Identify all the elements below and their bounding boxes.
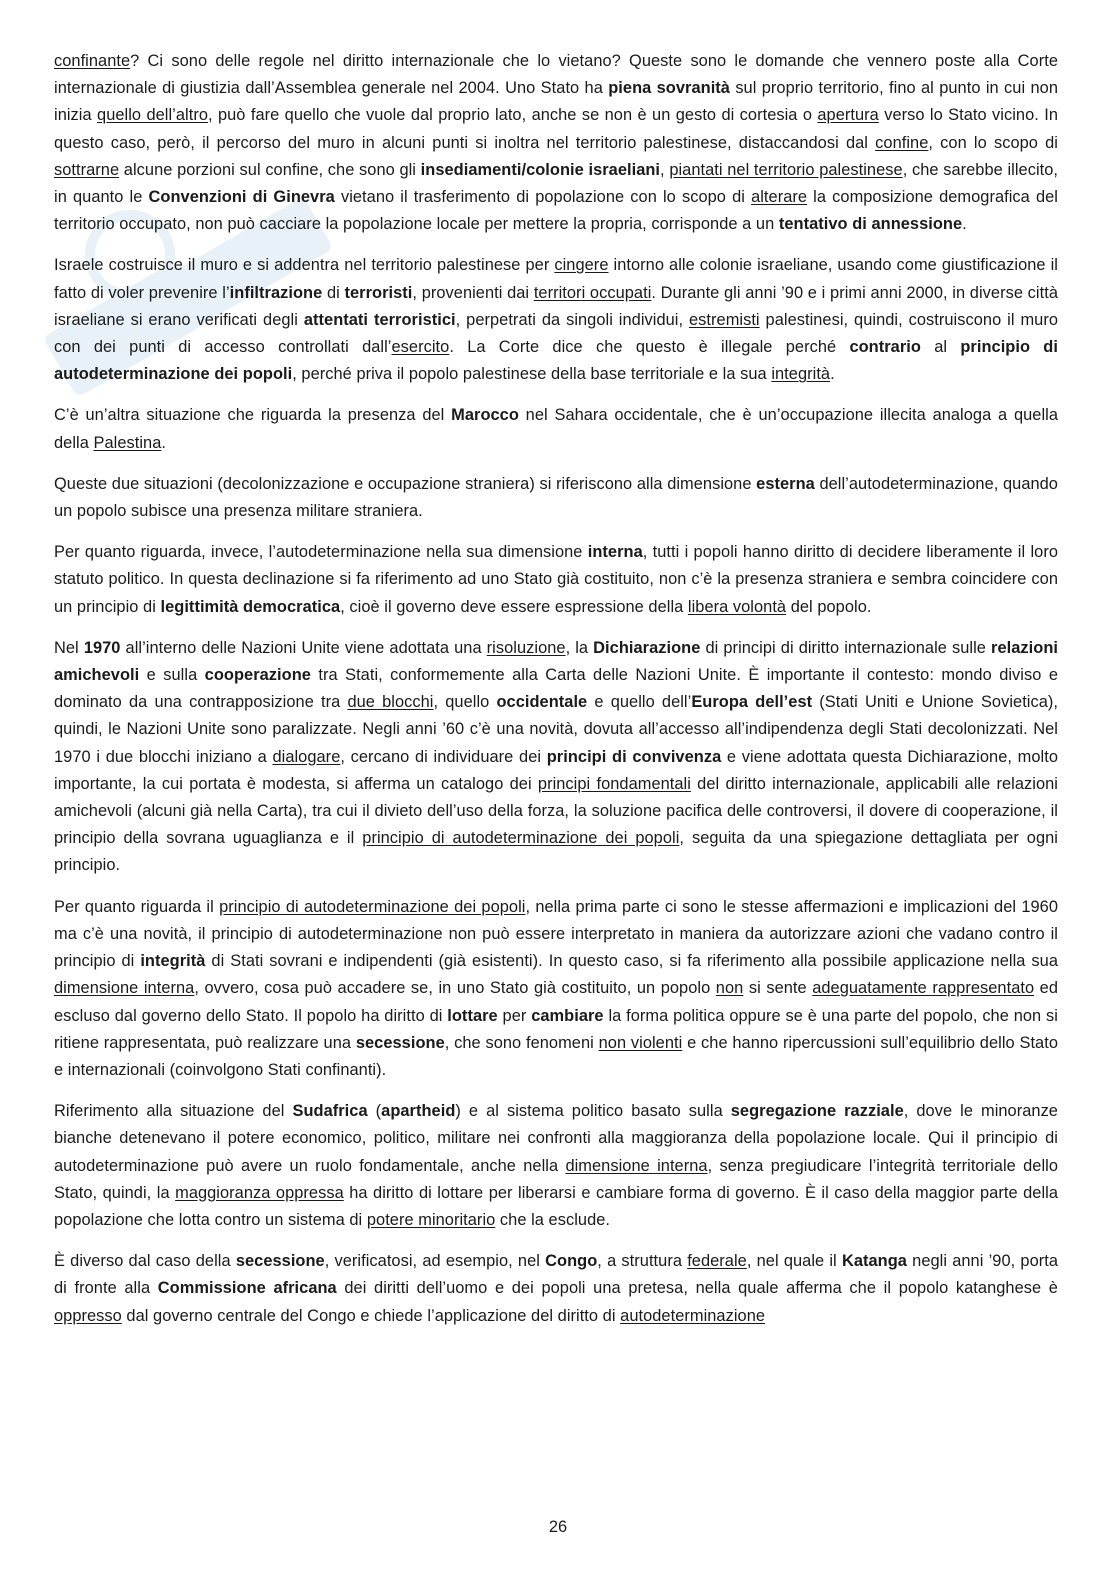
underlined-term: dialogare — [272, 747, 341, 766]
text-run: (Stati Uniti e Unione Sovietica), quindi, le Nazioni Unite sono paralizzate. Negli anni ’60 c’è una novità, dovuta all’accesso all’indipendenza degli Stati decolonizzati. Nel 1970 i due blocchi iniziano a — [54, 693, 1059, 766]
underlined-term: principi fondamentali — [537, 774, 691, 793]
text-run: , provenienti dai — [412, 283, 534, 302]
text-run: e sulla — [139, 666, 205, 685]
text-run: dei diritti dell’uomo e dei popoli una pretesa, nella quale afferma che il popolo katanghese è — [336, 1279, 1058, 1298]
paragraph — [54, 1098, 1058, 1234]
bold-term: occidentale — [496, 693, 588, 712]
bold-term: principi di convivenza — [546, 747, 722, 766]
bold-term: lottare — [447, 1006, 498, 1025]
text-run: dal governo centrale del Congo e chiede l’applicazione del diritto di — [121, 1306, 621, 1325]
text-run: , cercano di individuare dei — [340, 747, 547, 766]
text-run: . — [830, 365, 835, 384]
bold-term: infiltrazione — [229, 283, 323, 302]
text-run: . La Corte dice che questo è illegale perché — [449, 338, 850, 357]
underlined-term: cingere — [554, 256, 609, 275]
bold-term: Commissione africana — [157, 1279, 337, 1298]
underlined-term: confinante — [54, 52, 131, 70]
bold-term: Marocco — [451, 406, 519, 425]
underlined-term: confine — [875, 133, 929, 152]
underlined-term: piantati nel territorio palestinese — [669, 160, 903, 179]
text-run: , perpetrati da singoli individui, — [455, 310, 689, 329]
underlined-term: risoluzione — [486, 638, 566, 657]
underlined-term: quello dell’altro — [97, 106, 208, 125]
underlined-term: territori occupati — [533, 283, 652, 302]
bold-term: 1970 — [83, 638, 121, 657]
text-run: Riferimento alla situazione del — [54, 1102, 293, 1121]
underlined-term: esercito — [391, 338, 450, 357]
text-run: e quello dell’ — [587, 693, 692, 712]
text-run: di — [322, 283, 345, 302]
text-run: È diverso dal caso della — [54, 1252, 236, 1271]
page-number: 26 — [548, 1518, 568, 1536]
text-run: Per quanto riguarda il — [54, 897, 220, 916]
underlined-term: federale — [687, 1252, 747, 1271]
bold-term: contrario — [849, 338, 921, 357]
text-run: del popolo. — [786, 597, 872, 616]
bold-term: esterna — [756, 474, 815, 493]
paragraph — [54, 635, 1058, 880]
text-run: ed escluso dal governo dello Stato. Il popolo ha diritto di — [54, 979, 1058, 1025]
text-run: la composizione demografica del territorio occupato, non può cacciare la popolazione locale per mettere la propria, corrisponde a un — [54, 188, 1058, 234]
bold-term: segregazione razziale — [730, 1102, 904, 1121]
underlined-term: principio di autodeterminazione dei popoli — [219, 897, 526, 916]
underlined-term: dimensione interna — [565, 1156, 708, 1175]
text-run: tra Stati, conformemente alla Carta delle Nazioni Unite. È importante il contesto: mondo diviso e dominato da una contrapposizione tra — [54, 666, 1058, 712]
text-run: , che sarebbe illecito, in quanto le — [54, 160, 1059, 207]
underlined-term: non — [715, 979, 744, 998]
underlined-term: Palestina — [93, 433, 162, 452]
underlined-term: alterare — [751, 188, 808, 207]
text-run: , senza pregiudicare l’integrità territoriale dello Stato, quindi, la — [54, 1156, 1058, 1202]
text-run: si sente — [743, 979, 813, 998]
text-run: alcune porzioni sul confine, che sono gli — [119, 160, 421, 179]
bold-term: Sudafrica — [292, 1102, 368, 1121]
text-run: Queste due situazioni (decolonizzazione e occupazione straniera) si riferiscono alla dimensione — [54, 474, 757, 493]
paragraph — [54, 1248, 1058, 1330]
text-run: del diritto internazionale, applicabili alle relazioni amichevoli (alcuni già nella Carta), tra cui il divieto dell’uso della forza, la soluzione pacifica delle controversi, il dovere di cooperazione, il principio della sovrana uguaglianza e il — [54, 774, 1058, 848]
bold-term: Dichiarazione — [593, 638, 701, 657]
text-run: che la esclude. — [495, 1210, 611, 1229]
bold-term: relazioni amichevoli — [54, 638, 1058, 685]
text-run: la forma politica oppure se è una parte del popolo, che non si ritiene rappresentata, può realizzare una — [54, 1006, 1058, 1052]
text-run: , ovvero, cosa può accadere se, in uno Stato già costituito, un popolo — [194, 979, 716, 998]
text-run: , — [660, 160, 670, 179]
text-run: Israele costruisce il muro e si addentra nel territorio palestinese per — [54, 256, 555, 275]
underlined-term: adeguatamente rappresentato — [812, 979, 1035, 998]
underlined-term: estremisti — [689, 310, 760, 329]
underlined-term: non violenti — [598, 1033, 683, 1052]
bold-term: tentativo di annessione — [778, 215, 963, 234]
text-run: , cioè il governo deve essere espressione della — [340, 597, 688, 616]
underlined-term: apertura — [817, 106, 879, 125]
text-run: . — [161, 433, 166, 452]
bold-term: cooperazione — [204, 666, 311, 685]
text-run: sul proprio territorio, fino al punto in cui non inizia — [54, 79, 1058, 125]
bold-term: legittimità democratica — [160, 597, 341, 616]
text-run: intorno alle colonie israeliane, usando come giustificazione il fatto di voler prevenire l’ — [54, 256, 1058, 302]
text-run: , dove le minoranze bianche detenevano il potere economico, politico, militare nei confronti alla maggioranza della popolazione locale. Qui il principio di autodeterminazione può avere un ruolo fondamentale, anche nella — [54, 1102, 1058, 1175]
text-run: al — [920, 338, 961, 357]
text-run: Nel — [54, 638, 84, 657]
bold-term: interna — [587, 543, 643, 562]
text-run: , può fare quello che vuole dal proprio lato, anche se non è un gesto di cortesia o — [208, 106, 818, 125]
text-run: , perché priva il popolo palestinese della base territoriale e la sua — [292, 365, 772, 384]
bold-term: piena sovranità — [608, 79, 730, 98]
paragraph — [54, 252, 1058, 388]
text-run: e che hanno ripercussioni sull’equilibrio dello Stato e internazionali (coinvolgono Stati confinanti). — [54, 1033, 1058, 1079]
text-run: , che sono fenomeni — [444, 1033, 599, 1052]
bold-term: apartheid — [381, 1102, 456, 1121]
text-run: , seguita da una spiegazione dettagliata per ogni principio. — [54, 829, 1058, 875]
text-run: , tutti i popoli hanno diritto di decidere liberamente il loro statuto politico. In questa declinazione si fa riferimento ad uno Stato già costituito, non c’è la presenza straniera e sembra coincidere con un principio di — [54, 543, 1058, 616]
bold-term: secessione — [235, 1252, 325, 1271]
text-run: palestinesi, quindi, costruiscono il muro con dei punti di accesso controllati dall’ — [54, 310, 1058, 357]
text-run: Per quanto riguarda, invece, l’autodeterminazione nella sua dimensione — [54, 543, 588, 562]
text-run: , con lo scopo di — [928, 133, 1058, 152]
bold-term: integrità — [140, 952, 206, 971]
bold-term: Congo — [545, 1252, 598, 1271]
text-run: verso lo Stato vicino. In questo caso, però, il percorso del muro in alcuni punti si inoltra nel territorio palestinese, distaccandosi dal — [54, 106, 1058, 152]
bold-term: terroristi — [344, 283, 413, 302]
bold-term: secessione — [355, 1033, 445, 1052]
text-run: ( — [367, 1102, 382, 1121]
bold-term: principio di autodeterminazione dei popoli — [54, 338, 1058, 384]
underlined-term: dimensione interna — [54, 979, 195, 998]
text-run: nel Sahara occidentale, che è un’occupazione illecita analoga a quella della — [54, 406, 1058, 452]
paragraph — [54, 402, 1058, 456]
text-run: . — [962, 215, 967, 234]
text-run: C’è un’altra situazione che riguarda la presenza del — [54, 406, 452, 425]
text-run: vietano il trasferimento di popolazione con lo scopo di — [334, 188, 752, 207]
underlined-term: oppresso — [54, 1306, 122, 1325]
text-run: di Stati sovrani e indipendenti (già esistenti). In questo caso, si fa riferimento alla possibile applicazione nella sua — [205, 952, 1058, 971]
underlined-term: potere minoritario — [366, 1210, 496, 1229]
text-run: , nel quale il — [746, 1252, 842, 1271]
text-run: dell’autodeterminazione, quando un popolo subisce una presenza militare straniera. — [54, 474, 1058, 521]
underlined-term: autodeterminazione — [620, 1306, 766, 1325]
bold-term: Convenzioni di Ginevra — [148, 188, 335, 207]
text-run: , verificatosi, ad esempio, nel — [324, 1252, 546, 1271]
underlined-term: due blocchi — [347, 693, 434, 712]
text-run: all’interno delle Nazioni Unite viene adottata una — [120, 638, 487, 657]
underlined-term: principio di autodeterminazione dei popoli — [362, 829, 680, 848]
bold-term: insediamenti/colonie israeliani — [420, 160, 661, 179]
text-run: , quello — [433, 693, 497, 712]
text-run: di principi di diritto internazionale sulle — [700, 638, 992, 657]
text-run: ? Ci sono delle regole nel diritto internazionale che lo vietano? Queste sono le domande che vennero poste alla Corte internazionale di giustizia dall’Assemblea generale nel 2004. Uno Stato ha — [54, 52, 1058, 98]
bold-term: Europa dell’est — [691, 693, 813, 712]
text-run: per — [497, 1006, 532, 1025]
text-run: ha diritto di lottare per liberarsi e cambiare forma di governo. È il caso della maggior parte della popolazione che lotta contro un sistema di — [54, 1183, 1058, 1229]
text-run: , la — [565, 638, 594, 657]
text-run: , nella prima parte ci sono le stesse affermazioni e implicazioni del 1960 ma c’è una novità, il principio di autodeterminazione non può essere interpretato in maniera da autorizzare azioni che vadano contro il principio di — [54, 897, 1058, 971]
underlined-term: sottrarne — [54, 160, 120, 179]
paragraph — [54, 48, 1058, 238]
text-run: , a struttura — [597, 1252, 688, 1271]
document-page — [54, 48, 1058, 1344]
bold-term: cambiare — [531, 1006, 604, 1025]
paragraph — [54, 539, 1058, 621]
text-run: ) e al sistema politico basato sulla — [455, 1102, 731, 1121]
bold-term: attentati terroristici — [303, 310, 456, 329]
text-run: negli anni ’90, porta di fronte alla — [54, 1252, 1059, 1298]
bold-term: Katanga — [841, 1252, 907, 1271]
underlined-term: maggioranza oppressa — [175, 1183, 344, 1202]
text-run: e viene adottata questa Dichiarazione, molto importante, la cui portata è modesta, si afferma un catalogo dei — [54, 747, 1058, 793]
text-run: . Durante gli anni ’90 e i primi anni 2000, in diverse città israeliane si erano verificati degli — [54, 283, 1058, 329]
paragraph — [54, 894, 1058, 1084]
underlined-term: libera volontà — [687, 597, 787, 616]
paragraph — [54, 471, 1058, 525]
underlined-term: integrità — [771, 365, 831, 384]
